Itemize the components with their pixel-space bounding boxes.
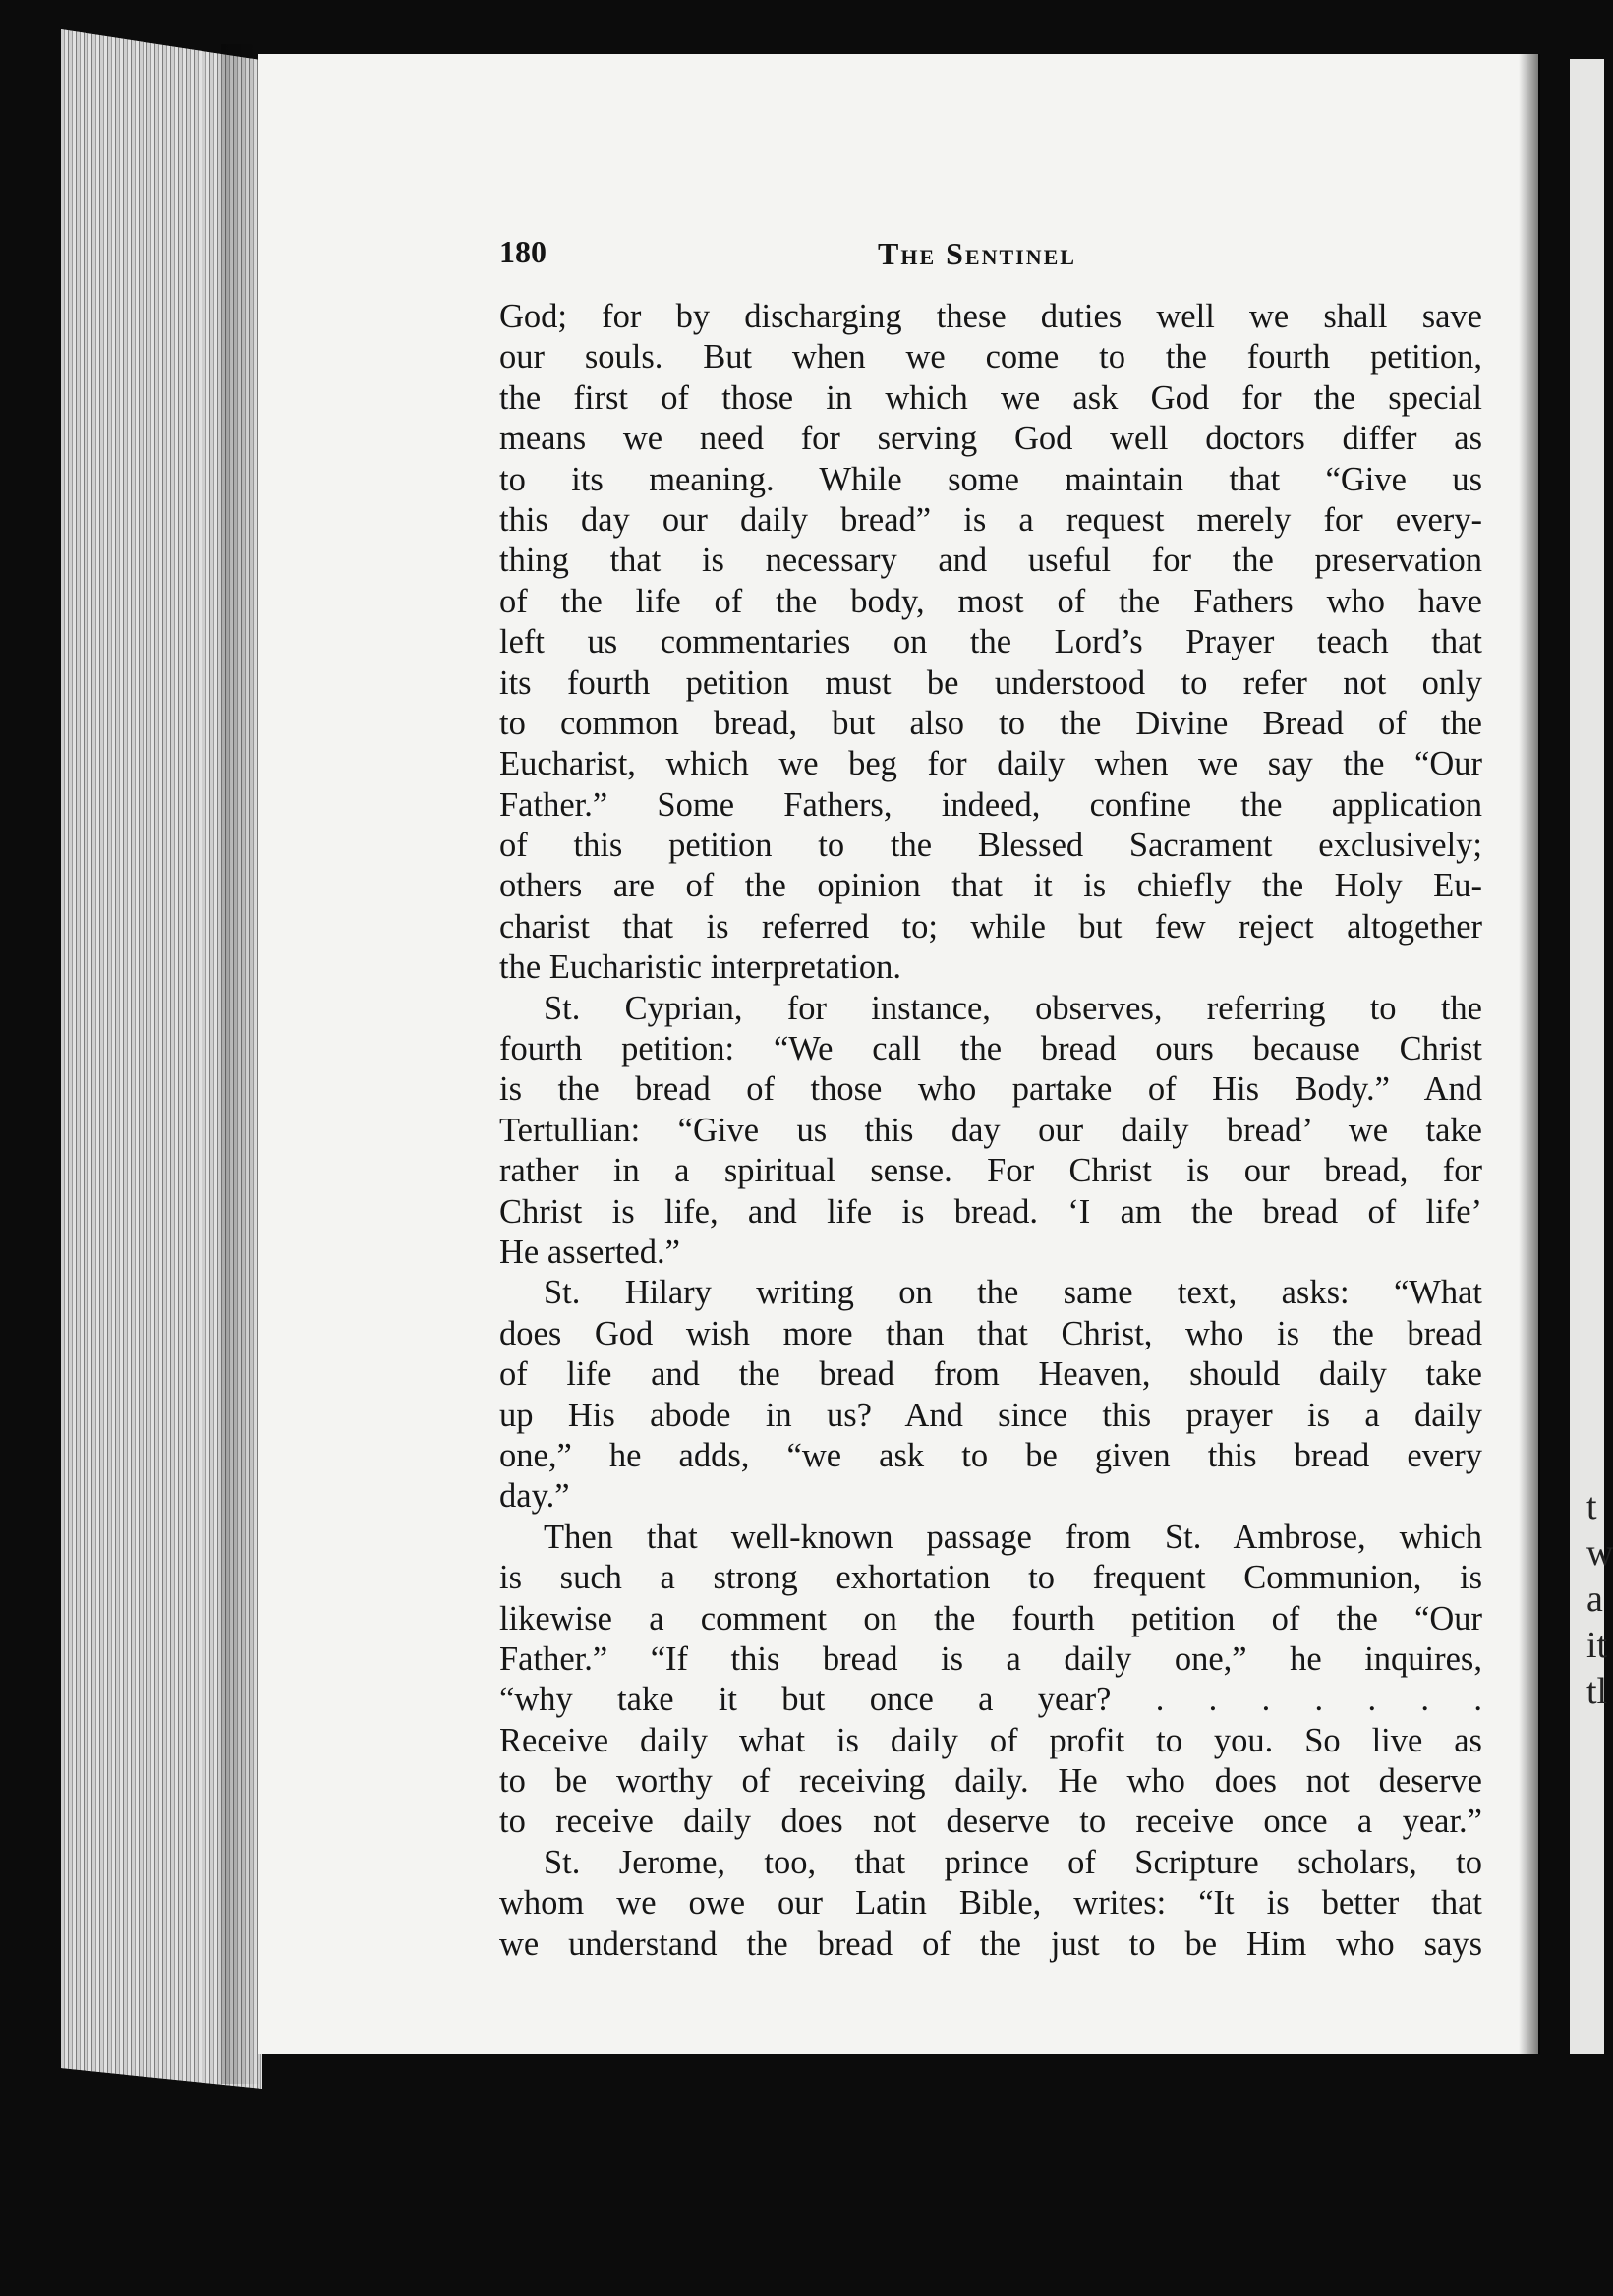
text-line: day.” (499, 1477, 570, 1516)
text-line: charist that is referred to; while but few reject altogether (499, 907, 1482, 946)
text-line: God; for by discharging these duties well we shall save (499, 298, 1482, 335)
text-line: St. Cyprian, for instance, observes, referring to the (544, 989, 1482, 1027)
text-line: we understand the bread of the just to be Him who says (499, 1924, 1482, 1963)
text-line: the Eucharistic interpretation. (499, 948, 902, 987)
text-line: up His abode in us? And since this prayer is a daily (499, 1396, 1482, 1434)
text-line: others are of the opinion that it is chiefly the Holy Eu- (499, 867, 1482, 905)
text-line: St. Jerome, too, that prince of Scripture scholars, to (544, 1843, 1482, 1881)
text-line: fourth petition: “We call the bread ours because Christ (499, 1030, 1482, 1068)
text-line: of the life of the body, most of the Fathers who have (499, 582, 1482, 620)
body-text (499, 297, 1482, 1965)
page-edge-shadow (1519, 54, 1540, 2054)
text-line: to its meaning. While some maintain that “Give us (499, 460, 1482, 498)
text-line: thing that is necessary and useful for the preservation (499, 542, 1482, 580)
text-line: Then that well-known passage from St. Ambrose, which (544, 1518, 1482, 1556)
text-line: of this petition to the Blessed Sacrament exclusively; (499, 827, 1482, 865)
text-line: one,” he adds, “we ask to be given this bread every (499, 1436, 1482, 1474)
text-line: “why take it but once a year? . . . . . . . (499, 1681, 1482, 1719)
text-line: to common bread, but also to the Divine Bread of the (499, 704, 1482, 742)
text-line: Eucharist, which we beg for daily when we say the “Our (499, 745, 1482, 783)
adjacent-page-text (1586, 1484, 1613, 1715)
running-head: The Sentinel (878, 236, 1076, 271)
text-line: rather in a spiritual sense. For Christ is our bread, for (499, 1152, 1482, 1190)
adjacent-page-fragment: a (1586, 1578, 1603, 1620)
adjacent-page-sliver (1570, 59, 1613, 2054)
text-line: He asserted.” (499, 1233, 680, 1271)
gutter-shadow (221, 44, 260, 2084)
text-line: its fourth petition must be understood to refer not only (499, 663, 1482, 702)
adjacent-page-fragment: t (1586, 1486, 1597, 1527)
adjacent-page-fragment: w (1586, 1532, 1613, 1574)
text-line: Father.” “If this bread is a daily one,” he inquires, (499, 1639, 1482, 1678)
text-line: our souls. But when we come to the fourth petition, (499, 338, 1482, 376)
adjacent-page-fragment: tl (1586, 1671, 1608, 1712)
text-line: the first of those in which we ask God for the special (499, 378, 1482, 417)
text-line: Receive daily what is daily of profit to you. So live as (499, 1721, 1482, 1759)
text-line: is such a strong exhortation to frequent Communion, is (499, 1559, 1482, 1597)
page-number: 180 (499, 234, 547, 269)
text-line: St. Hilary writing on the same text, asks: “What (544, 1274, 1482, 1312)
adjacent-page-fragment: it (1586, 1625, 1608, 1666)
text-line: is the bread of those who partake of His Body.” And (499, 1070, 1482, 1109)
text-line: means we need for serving God well doctors differ as (499, 420, 1482, 458)
text-line: does God wish more than that Christ, who is the bread (499, 1314, 1482, 1352)
text-line: Father.” Some Fathers, indeed, confine the application (499, 785, 1482, 824)
text-line: to be worthy of receiving daily. He who does not deserve (499, 1762, 1482, 1801)
text-line: of life and the bread from Heaven, should daily take (499, 1355, 1482, 1394)
text-line: left us commentaries on the Lord’s Prayer teach that (499, 623, 1482, 661)
text-line: Christ is life, and life is bread. ‘I am the bread of life’ (499, 1192, 1482, 1231)
text-line: Tertullian: “Give us this day our daily bread’ we take (499, 1111, 1482, 1149)
text-line: to receive daily does not deserve to receive once a year.” (499, 1803, 1482, 1841)
text-line: this day our daily bread” is a request merely for every- (499, 500, 1482, 539)
text-line: likewise a comment on the fourth petition of the “Our (499, 1599, 1482, 1637)
text-line: whom we owe our Latin Bible, writes: “It is better that (499, 1884, 1482, 1923)
